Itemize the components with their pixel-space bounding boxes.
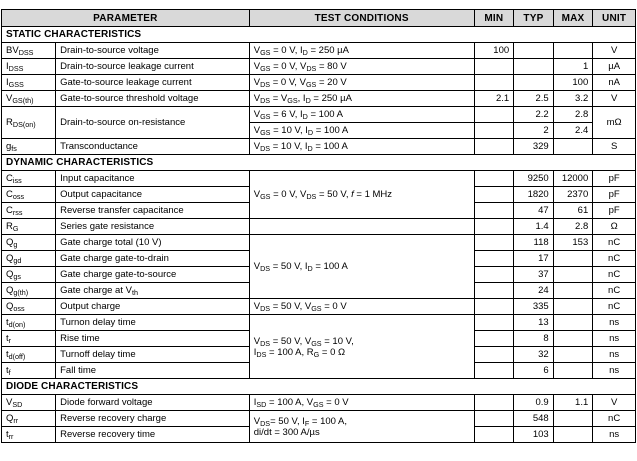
table-header-row	[2, 10, 636, 27]
max-coss: 2370	[553, 187, 593, 203]
description-td-off: Turnoff delay time	[56, 347, 250, 363]
max-bvdss	[553, 43, 593, 59]
description-qg: Gate charge total (10 V)	[56, 235, 250, 251]
typ-vsd: 0.9	[514, 395, 554, 411]
table-row	[2, 171, 636, 187]
condition-igss: $V_{DS} = 0$ V, $V_{GS} = 20$ V	[249, 75, 474, 91]
typ-qgd: 17	[514, 251, 554, 267]
typ-coss: 1820	[514, 187, 554, 203]
max-qrr	[553, 411, 593, 427]
description-tr: Rise time	[56, 331, 250, 347]
max-idss: 1	[553, 59, 593, 75]
description-ciss: Input capacitance	[56, 171, 250, 187]
typ-qgs: 37	[514, 267, 554, 283]
unit-crss: pF	[593, 203, 636, 219]
unit-ciss: pF	[593, 171, 636, 187]
typ-tf: 6	[514, 363, 554, 379]
table-row	[2, 107, 636, 123]
description-bvdss: Drain-to-source voltage	[56, 43, 250, 59]
condition-gfs: $V_{DS} = 10$ V, $I_D = 100$ A	[249, 139, 474, 155]
min-crss	[474, 203, 514, 219]
section-header-dynamic	[2, 155, 636, 171]
symbol-qg: $Q_g$	[2, 235, 56, 251]
max-vgs-th: 3.2	[553, 91, 593, 107]
min-rg	[474, 219, 514, 235]
description-qgd: Gate charge gate-to-drain	[56, 251, 250, 267]
table-row	[2, 59, 636, 75]
description-td-on: Turnon delay time	[56, 315, 250, 331]
max-trr	[553, 427, 593, 443]
typ-td-off: 32	[514, 347, 554, 363]
description-qgs: Gate charge gate-to-source	[56, 267, 250, 283]
symbol-td-off: $t_{d(off)}$	[2, 347, 56, 363]
description-vsd: Diode forward voltage	[56, 395, 250, 411]
min-rds-on-6v	[474, 107, 514, 123]
max-igss: 100	[553, 75, 593, 91]
max-tr	[553, 331, 593, 347]
condition-reverse-recovery: $V_{DS}= 50$ V, $I_F = 100$ A, di/dt = 300 A/µs	[249, 411, 474, 443]
section-header-diode	[2, 379, 636, 395]
unit-rg: Ω	[593, 219, 636, 235]
max-qoss	[553, 299, 593, 315]
description-gfs: Transconductance	[56, 139, 250, 155]
symbol-ciss: $C_{iss}$	[2, 171, 56, 187]
table-row	[2, 315, 636, 331]
description-igss: Gate-to-source leakage current	[56, 75, 250, 91]
description-qoss: Output charge	[56, 299, 250, 315]
symbol-vgs-th: $V_{GS(th)}$	[2, 91, 56, 107]
max-ciss: 12000	[553, 171, 593, 187]
typ-crss: 47	[514, 203, 554, 219]
description-qg-th: Gate charge at $V_{th}$	[56, 283, 250, 299]
typ-qg: 118	[514, 235, 554, 251]
typ-igss	[514, 75, 554, 91]
symbol-igss: $I_{GSS}$	[2, 75, 56, 91]
max-gfs	[553, 139, 593, 155]
max-td-on	[553, 315, 593, 331]
section-title-dynamic: DYNAMIC CHARACTERISTICS	[2, 155, 636, 171]
unit-qgd: nC	[593, 251, 636, 267]
unit-td-on: ns	[593, 315, 636, 331]
table-row	[2, 395, 636, 411]
max-qg: 153	[553, 235, 593, 251]
table-row	[2, 299, 636, 315]
condition-vsd: $I_{SD} = 100$ A, $V_{GS} = 0$ V	[249, 395, 474, 411]
unit-gfs: S	[593, 139, 636, 155]
unit-rds-on: mΩ	[593, 107, 636, 139]
section-header-static	[2, 27, 636, 43]
description-qrr: Reverse recovery charge	[56, 411, 250, 427]
description-rds-on: Drain-to-source on-resistance	[56, 107, 250, 139]
min-ciss	[474, 171, 514, 187]
typ-qoss: 335	[514, 299, 554, 315]
max-qgd	[553, 251, 593, 267]
symbol-tf: $t_f$	[2, 363, 56, 379]
unit-idss: µA	[593, 59, 636, 75]
datasheet-page	[0, 9, 637, 461]
min-qgs	[474, 267, 514, 283]
unit-bvdss: V	[593, 43, 636, 59]
column-header-typ: TYP	[514, 10, 554, 27]
condition-rds-on-6v: $V_{GS} = 6$ V, $I_D = 100$ A	[249, 107, 474, 123]
symbol-idss: $I_{DSS}$	[2, 59, 56, 75]
symbol-crss: $C_{rss}$	[2, 203, 56, 219]
description-coss: Output capacitance	[56, 187, 250, 203]
typ-ciss: 9250	[514, 171, 554, 187]
table-row	[2, 91, 636, 107]
min-idss	[474, 59, 514, 75]
min-vgs-th: 2.1	[474, 91, 514, 107]
min-td-off	[474, 347, 514, 363]
min-qgd	[474, 251, 514, 267]
typ-vgs-th: 2.5	[514, 91, 554, 107]
unit-td-off: ns	[593, 347, 636, 363]
symbol-td-on: $t_{d(on)}$	[2, 315, 56, 331]
description-tf: Fall time	[56, 363, 250, 379]
symbol-qoss: $Q_{oss}$	[2, 299, 56, 315]
unit-tf: ns	[593, 363, 636, 379]
min-qg-th	[474, 283, 514, 299]
symbol-gfs: $g_{fs}$	[2, 139, 56, 155]
table-row	[2, 219, 636, 235]
min-rds-on-10v	[474, 123, 514, 139]
typ-idss	[514, 59, 554, 75]
unit-qg: nC	[593, 235, 636, 251]
description-trr: Reverse recovery time	[56, 427, 250, 443]
max-qgs	[553, 267, 593, 283]
section-title-diode: DIODE CHARACTERISTICS	[2, 379, 636, 395]
typ-rds-on-10v: 2	[514, 123, 554, 139]
typ-trr: 103	[514, 427, 554, 443]
unit-vgs-th: V	[593, 91, 636, 107]
condition-vgs-th: $V_{DS} = V_{GS}$, $I_D = 250$ µA	[249, 91, 474, 107]
table-row	[2, 139, 636, 155]
min-trr	[474, 427, 514, 443]
typ-bvdss	[514, 43, 554, 59]
min-td-on	[474, 315, 514, 331]
symbol-qrr: $Q_{rr}$	[2, 411, 56, 427]
column-header-parameter: PARAMETER	[2, 10, 250, 27]
typ-rg: 1.4	[514, 219, 554, 235]
table-row	[2, 43, 636, 59]
table-row	[2, 235, 636, 251]
column-header-max: MAX	[553, 10, 593, 27]
max-crss: 61	[553, 203, 593, 219]
max-rg: 2.8	[553, 219, 593, 235]
typ-qrr: 548	[514, 411, 554, 427]
description-idss: Drain-to-source leakage current	[56, 59, 250, 75]
symbol-qgs: $Q_{gs}$	[2, 267, 56, 283]
condition-qoss: $V_{DS} = 50$ V, $V_{GS} = 0$ V	[249, 299, 474, 315]
unit-igss: nA	[593, 75, 636, 91]
symbol-tr: $t_r$	[2, 331, 56, 347]
description-crss: Reverse transfer capacitance	[56, 203, 250, 219]
typ-td-on: 13	[514, 315, 554, 331]
column-header-min: MIN	[474, 10, 514, 27]
min-gfs	[474, 139, 514, 155]
min-tf	[474, 363, 514, 379]
condition-gate-charge: $V_{DS} = 50$ V, $I_D = 100$ A	[249, 235, 474, 299]
description-vgs-th: Gate-to-source threshold voltage	[56, 91, 250, 107]
min-qrr	[474, 411, 514, 427]
condition-capacitance: $V_{GS} = 0$ V, $V_{DS} = 50$ V, f = 1 MHz	[249, 171, 474, 219]
column-header-test-conditions: TEST CONDITIONS	[249, 10, 474, 27]
typ-qg-th: 24	[514, 283, 554, 299]
max-td-off	[553, 347, 593, 363]
condition-rds-on-10v: $V_{GS} = 10$ V, $I_D = 100$ A	[249, 123, 474, 139]
electrical-characteristics-table	[1, 9, 636, 443]
unit-qg-th: nC	[593, 283, 636, 299]
symbol-qgd: $Q_{gd}$	[2, 251, 56, 267]
table-row	[2, 411, 636, 427]
min-bvdss: 100	[474, 43, 514, 59]
min-qg	[474, 235, 514, 251]
typ-tr: 8	[514, 331, 554, 347]
min-qoss	[474, 299, 514, 315]
unit-qoss: nC	[593, 299, 636, 315]
unit-qrr: nC	[593, 411, 636, 427]
condition-rg	[249, 219, 474, 235]
symbol-vsd: $V_{SD}$	[2, 395, 56, 411]
symbol-qg-th: $Q_{g(th)}$	[2, 283, 56, 299]
unit-vsd: V	[593, 395, 636, 411]
unit-tr: ns	[593, 331, 636, 347]
max-vsd: 1.1	[553, 395, 593, 411]
min-vsd	[474, 395, 514, 411]
symbol-trr: $t_{rr}$	[2, 427, 56, 443]
section-title-static: STATIC CHARACTERISTICS	[2, 27, 636, 43]
column-header-unit: UNIT	[593, 10, 636, 27]
max-rds-on-6v: 2.8	[553, 107, 593, 123]
symbol-rds-on: $R_{DS(on)}$	[2, 107, 56, 139]
max-rds-on-10v: 2.4	[553, 123, 593, 139]
min-coss	[474, 187, 514, 203]
condition-bvdss: $V_{GS} = 0$ V, $I_D = 250$ µA	[249, 43, 474, 59]
unit-trr: ns	[593, 427, 636, 443]
typ-rds-on-6v: 2.2	[514, 107, 554, 123]
symbol-coss: $C_{oss}$	[2, 187, 56, 203]
max-qg-th	[553, 283, 593, 299]
max-tf	[553, 363, 593, 379]
typ-gfs: 329	[514, 139, 554, 155]
symbol-bvdss: $BV_{DSS}$	[2, 43, 56, 59]
min-igss	[474, 75, 514, 91]
table-row	[2, 75, 636, 91]
condition-idss: $V_{GS} = 0$ V, $V_{DS} = 80$ V	[249, 59, 474, 75]
unit-coss: pF	[593, 187, 636, 203]
unit-qgs: nC	[593, 267, 636, 283]
symbol-rg: $R_G$	[2, 219, 56, 235]
min-tr	[474, 331, 514, 347]
description-rg: Series gate resistance	[56, 219, 250, 235]
condition-switching: $V_{DS} = 50$ V, $V_{GS} = 10$ V, $I_{DS} = 100$ A, $R_G = 0$ Ω	[249, 315, 474, 379]
